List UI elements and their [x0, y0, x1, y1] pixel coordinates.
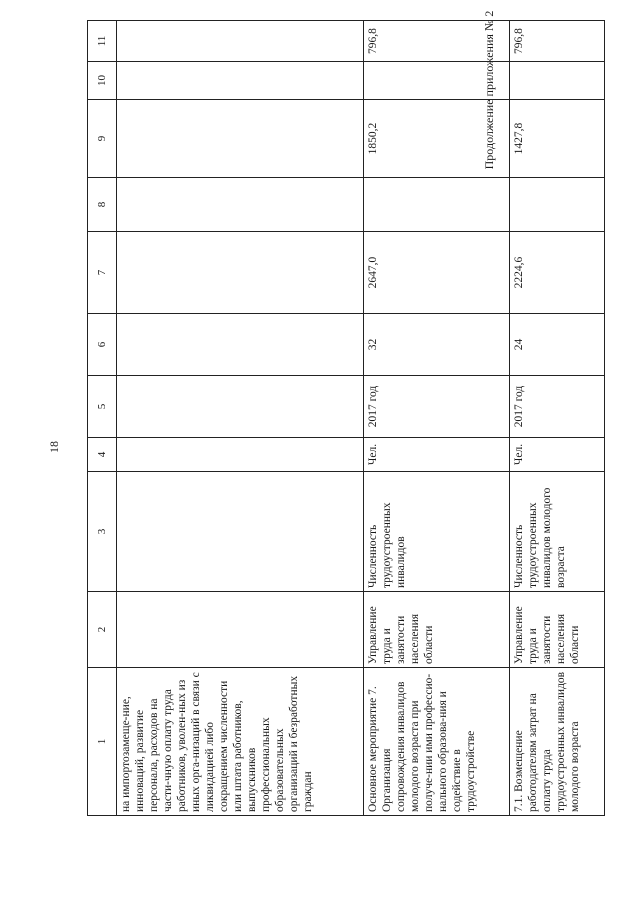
- cell-total: [117, 232, 364, 314]
- cell-executor: Управление труда и занятости населения области: [510, 592, 605, 668]
- col-header: 10: [88, 62, 117, 100]
- cell-col8: [117, 178, 364, 232]
- cell-value: [117, 314, 364, 376]
- cell-total: 2647,0: [364, 232, 510, 314]
- col-header: 6: [88, 314, 117, 376]
- cell-year: 2017 год: [510, 376, 605, 438]
- col-header: 3: [88, 472, 117, 592]
- cell-indicator: [117, 472, 364, 592]
- budget-table-wrapper: [87, 21, 605, 816]
- col-header: 11: [88, 21, 117, 62]
- cell-measure: на импортозамеще-ние, инноваций, развитие персонала, расходов на части-чную оплату труда работников, уволен-ных из иных орга-низаций в связи с ликвидацией либо сокращением численности или штата работников, выпускников профессиональных образовательных организаций и безработных граждан: [117, 668, 364, 816]
- cell-col10: [117, 62, 364, 100]
- cell-value: 32: [364, 314, 510, 376]
- col-header: 7: [88, 232, 117, 314]
- cell-unit: Чел.: [364, 438, 510, 472]
- cell-indicator: Численность трудоустроенных инвалидов молодого возраста: [510, 472, 605, 592]
- col-header: 2: [88, 592, 117, 668]
- cell-indicator: Численность трудоустроенных инвалидов: [364, 472, 510, 592]
- col-header: 9: [88, 100, 117, 178]
- cell-unit: Чел.: [510, 438, 605, 472]
- budget-table: [87, 20, 605, 816]
- cell-col11: [117, 21, 364, 62]
- cell-col11: 796,8: [510, 21, 605, 62]
- cell-measure: 7.1. Возмещение работодателям затрат на оплату труда трудоустроенных инвалидов молодого возраста: [510, 668, 605, 816]
- table-row: [510, 21, 605, 816]
- table-row: [117, 21, 364, 816]
- cell-col8: [364, 178, 510, 232]
- table-row: [364, 21, 510, 816]
- cell-executor: Управление труда и занятости населения области: [364, 592, 510, 668]
- page-number: 18: [47, 441, 61, 453]
- col-header: 5: [88, 376, 117, 438]
- continuation-note: Продолжение приложения № 2: [482, 10, 496, 170]
- cell-executor: [117, 592, 364, 668]
- cell-year: [117, 376, 364, 438]
- cell-col11: 796,8: [364, 21, 510, 62]
- cell-col9: 1427,8: [510, 100, 605, 178]
- cell-col10: [510, 62, 605, 100]
- cell-measure: Основное мероприятие 7. Организация сопровождения инвалидов молодого возраста при получе-нии ими профессио-нального образова-ния и содействие в трудоустройстве: [364, 668, 510, 816]
- cell-col8: [510, 178, 605, 232]
- cell-col9: 1850,2: [364, 100, 510, 178]
- cell-year: 2017 год: [364, 376, 510, 438]
- cell-value: 24: [510, 314, 605, 376]
- col-header: 4: [88, 438, 117, 472]
- cell-col9: [117, 100, 364, 178]
- cell-total: 2224,6: [510, 232, 605, 314]
- header-row: [88, 21, 117, 816]
- col-header: 8: [88, 178, 117, 232]
- col-header: 1: [88, 668, 117, 816]
- cell-unit: [117, 438, 364, 472]
- cell-col10: [364, 62, 510, 100]
